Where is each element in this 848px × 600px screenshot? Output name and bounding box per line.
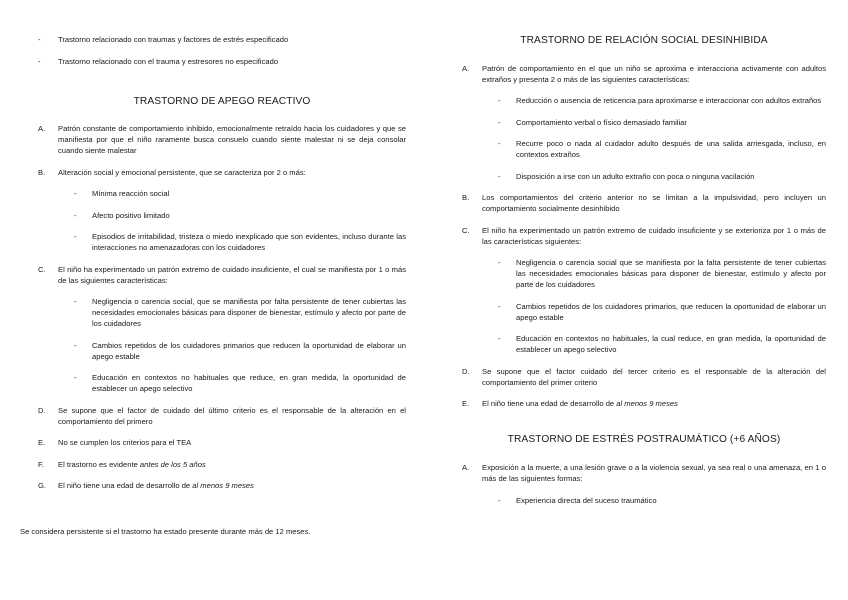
bullet-marker: - <box>498 258 501 268</box>
criterion-marker: G. <box>38 481 47 491</box>
right-column <box>462 34 826 516</box>
list-item-text: Cambios repetidos de los cuidadores primarios que reducen la oportunidad de elaborar un apego estable <box>92 340 406 361</box>
criterion-text-plain: El niño tiene una edad de desarrollo de <box>482 399 617 409</box>
bullet-marker: - <box>498 171 501 181</box>
list-item-text: Educación en contextos no habituales que reduce, en gran medida, la oportunidad de establecer un apego selectivo <box>92 373 406 394</box>
list-item <box>498 95 826 106</box>
list-item-text: Reducción o ausencia de reticencia para aproximarse e interaccionar con adultos extraños <box>516 96 822 106</box>
bullet-marker: - <box>74 297 77 307</box>
criterion-text: Patrón de comportamiento en el que un niño se aproxima e interacciona activamente con adultos extraños y presenta 2 o más de las siguientes características: <box>482 63 826 84</box>
criterion-e <box>462 398 826 409</box>
bullet-marker: - <box>498 139 501 149</box>
bullet-marker: - <box>74 232 77 242</box>
persistence-note: Se considera persistente si el trastorno ha estado presente durante más de 12 meses. <box>20 527 311 536</box>
criterion-marker: E. <box>462 399 470 409</box>
criterion-a-subitems <box>462 495 826 506</box>
list-item-text: Experiencia directa del suceso traumático <box>516 495 657 505</box>
list-item-text: Recurre poco o nada al cuidador adulto después de una salida arriesgada, incluso, en contextos extraños <box>516 139 826 160</box>
criterion-c <box>462 225 826 247</box>
criterion-a <box>462 63 826 85</box>
criterion-d <box>38 405 406 427</box>
criterion-text: No se cumplen los criterios para el TEA <box>58 438 192 448</box>
list-item-text: Mínima reacción social <box>92 189 170 199</box>
criterion-text: El niño ha experimentado un patrón extremo de cuidado insuficiente y se exterioriza por 1 o más de las características siguientes: <box>482 225 826 246</box>
criterion-b-subitems <box>38 188 406 253</box>
list-item <box>498 138 826 160</box>
bullet-marker: - <box>74 373 77 383</box>
criterion-c <box>38 264 406 286</box>
criterion-text: Alteración social y emocional persistente, que se caracteriza por 2 o más: <box>58 167 306 177</box>
list-item <box>74 296 406 329</box>
list-item <box>74 188 406 199</box>
criterion-marker: C. <box>38 264 46 274</box>
criterion-c-subitems <box>38 296 406 394</box>
list-item <box>74 231 406 253</box>
bullet-marker: - <box>74 340 77 350</box>
section-title-relacion-social-desinhibida: TRASTORNO DE RELACIÓN SOCIAL DESINHIBIDA <box>520 35 768 46</box>
criterion-marker: D. <box>38 405 46 415</box>
criterion-text-plain: El niño tiene una edad de desarrollo de <box>58 481 193 491</box>
list-item-text: Negligencia o carencia social, que se manifiesta por falta persistente de tener cubiertas las necesidades emocionales básicas para disponer de bienestar, estímulo y afecto por parte de los cuidadores <box>92 297 406 329</box>
criterion-b <box>462 192 826 214</box>
criterion-text-emphasis: al menos 9 meses <box>616 399 678 409</box>
list-item-text: Afecto positivo limitado <box>92 210 170 220</box>
criterion-text: Se supone que el factor cuidado del tercer criterio es el responsable de la alteración del comportamiento del primer criterio <box>482 366 826 387</box>
criterion-e <box>38 437 406 448</box>
criterion-marker: A. <box>38 124 46 134</box>
bullet-marker: - <box>498 334 501 344</box>
list-item-text: Educación en contextos no habituales, la cual reduce, en gran medida, la oportunidad de establecer un apego selectivo <box>516 334 826 355</box>
list-item-text: Negligencia o carencia social que se manifiesta por la falta persistente de tener cubiertas las necesidades emocionales básicas para disponer de bienestar, estímulo y afecto por parte de los cuidadores <box>516 258 826 290</box>
list-item-text: Trastorno relacionado con el trauma y estresores no especificado <box>58 56 279 66</box>
list-item <box>498 171 826 182</box>
section-title-estres-postraumatico: TRASTORNO DE ESTRÉS POSTRAUMÁTICO (+6 AÑOS) <box>507 434 781 446</box>
bullet-marker: - <box>38 56 41 66</box>
bullet-marker: - <box>498 495 501 505</box>
criterion-marker: F. <box>38 459 44 469</box>
criterion-marker: D. <box>462 366 470 376</box>
list-item <box>498 495 826 506</box>
criterion-text <box>58 459 406 470</box>
criterion-text: Se supone que el factor de cuidado del último criterio es el responsable de la alteración en el comportamiento del primero <box>58 405 406 426</box>
list-item <box>74 210 406 221</box>
criterion-text: Exposición a la muerte, a una lesión grave o a la violencia sexual, ya sea real o una amenaza, en 1 o más de las siguientes formas: <box>482 463 826 484</box>
criterion-f <box>38 459 406 470</box>
criterion-a <box>38 123 406 156</box>
criterion-marker: B. <box>462 193 470 203</box>
list-item <box>498 333 826 355</box>
criterion-text-emphasis: antes de los 5 años <box>139 459 206 469</box>
criterion-marker: A. <box>462 463 470 473</box>
criterion-b <box>38 167 406 178</box>
bullet-marker: - <box>74 210 77 220</box>
criterion-text: Los comportamientos del criterio anterior no se limitan a la impulsividad, pero incluyen un comportamiento socialmente desinhibido <box>482 193 826 214</box>
criterion-marker: B. <box>38 167 46 177</box>
bullet-marker: - <box>498 117 501 127</box>
list-item-text: Comportamiento verbal o físico demasiado familiar <box>516 117 687 127</box>
list-item <box>74 372 406 394</box>
list-item <box>498 257 826 290</box>
left-column <box>38 34 406 502</box>
criterion-text: El niño ha experimentado un patrón extremo de cuidado insuficiente, el cual se manifiesta por 1 o más de las siguientes características: <box>58 264 406 285</box>
list-item <box>498 301 826 323</box>
list-item <box>38 56 406 67</box>
criterion-text <box>482 398 826 409</box>
criterion-text: Patrón constante de comportamiento inhibido, emocionalmente retraído hacia los cuidadores y que se manifiesta por que el niño raramente busca consuelo cuando siente malestar ni se deja consolar cuando siente malestar <box>58 124 406 156</box>
bullet-marker: - <box>498 301 501 311</box>
criterion-a <box>462 462 826 484</box>
list-item-text: Disposición a irse con un adulto extraño con poca o ninguna vacilación <box>516 171 755 181</box>
section-title-apego-reactivo: TRASTORNO DE APEGO REACTIVO <box>133 95 311 107</box>
criterion-c-subitems <box>462 257 826 355</box>
criterion-marker: A. <box>462 63 470 73</box>
criterion-text-plain: El trastorno es evidente <box>58 459 140 469</box>
list-item <box>38 34 406 45</box>
criterion-marker: C. <box>462 225 470 235</box>
criterion-d <box>462 366 826 388</box>
bullet-marker: - <box>74 189 77 199</box>
bullet-marker: - <box>38 35 41 44</box>
list-item-text: Trastorno relacionado con traumas y factores de estrés especificado <box>58 35 289 44</box>
criterion-g <box>38 480 406 491</box>
bullet-marker: - <box>498 96 501 106</box>
criterion-text <box>58 480 406 491</box>
criterion-text-emphasis: al menos 9 meses <box>192 481 254 491</box>
list-item <box>498 117 826 128</box>
list-item-text: Cambios repetidos de los cuidadores primarios, que reducen la oportunidad de elaborar un apego estable <box>516 301 826 322</box>
criterion-a-subitems <box>462 95 826 182</box>
list-item <box>74 340 406 362</box>
list-item-text: Episodios de irritabilidad, tristeza o miedo inexplicado que son evidentes, incluso durante las interacciones no amenazadoras con los cuidadores <box>92 232 406 253</box>
criterion-marker: E. <box>38 438 46 448</box>
